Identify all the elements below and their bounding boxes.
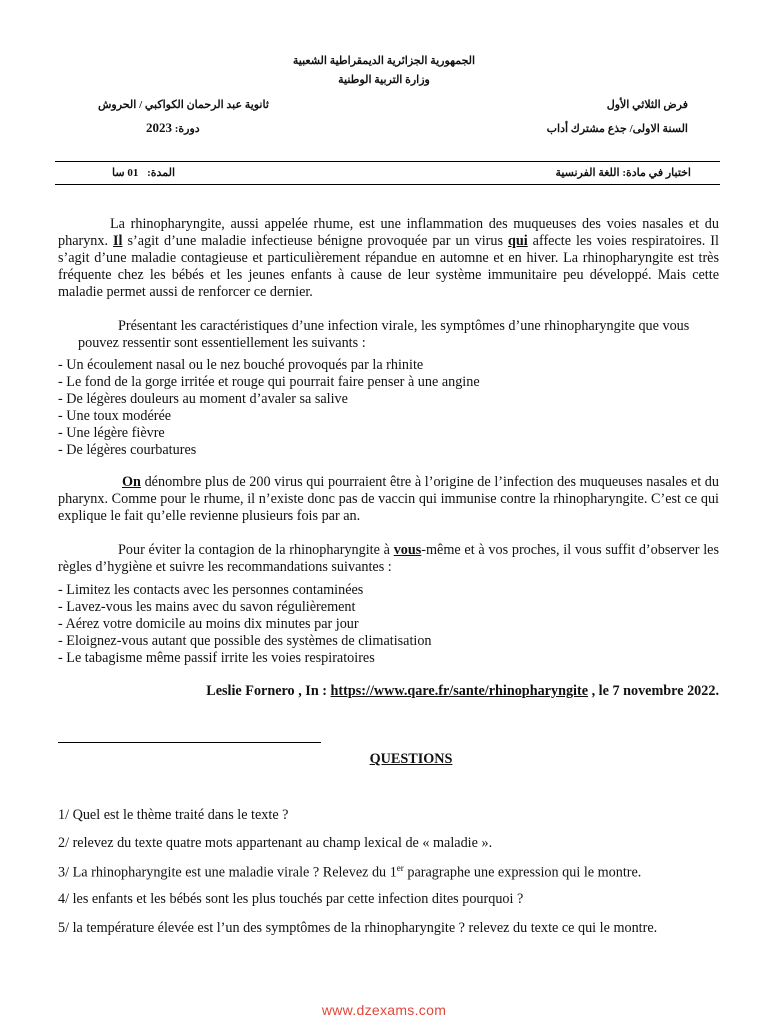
school-name: ثانوية عبد الرحمان الكواكبي / الحروش	[98, 99, 269, 111]
paragraph-1	[58, 216, 719, 301]
p3-text: dénombre plus de 200 virus qui pourraient être à l’origine de l’infection des muqueuses nasales et du pharynx. Comme pour le rhume, il n’existe donc pas de vaccin qui immunise contre la rhinopharyngite. C’est ce qui explique le fait qu’elle revienne plusieurs fois par an.	[58, 474, 719, 524]
class-level: السنة الاولى/ جذع مشترك أداب	[546, 123, 688, 135]
duration	[112, 166, 175, 179]
q3-text-b: paragraphe une expression qui le montre.	[403, 864, 642, 881]
list-item: - Limitez les contacts avec les personnes contaminées	[58, 582, 364, 598]
list-item: - Le fond de la gorge irritée et rouge qui pourrait faire penser à une angine	[58, 374, 480, 390]
session	[146, 120, 200, 136]
list-item: - Une toux modérée	[58, 408, 172, 424]
source-date: , le 7 novembre 2022.	[588, 683, 719, 699]
question-3	[58, 863, 641, 882]
session-label: دورة:	[174, 123, 200, 135]
paragraph-3	[58, 474, 719, 525]
source-citation	[0, 683, 719, 700]
paragraph-2: Présentant les caractéristiques d’une infection virale, les symptômes d’une rhinopharyngite que vous pouvez ressentir sont essentiellement les suivants :	[78, 318, 690, 351]
session-year: 2023	[146, 120, 172, 135]
p1-keyword-qui: qui	[507, 233, 528, 249]
question-4: 4/ les enfants et les bébés sont les plus touchés par cette infection dites pourquoi ?	[58, 891, 524, 907]
questions-title: QUESTIONS	[369, 751, 453, 767]
footer-watermark: www.dzexams.com	[321, 1002, 447, 1018]
duration-value: 01 سا	[112, 167, 139, 179]
header-bottom-rule	[55, 184, 720, 185]
list-item: - Une légère fièvre	[58, 425, 165, 441]
list-item: - De légères courbatures	[58, 442, 197, 458]
source-author: Leslie Fornero , In :	[206, 683, 331, 699]
list-item: - Eloignez-vous autant que possible des systèmes de climatisation	[58, 633, 432, 649]
p1-keyword-il: Il	[113, 233, 123, 249]
ministry-title: وزارة التربية الوطنية	[338, 74, 430, 86]
p1-text-a: La rhinopharyngite, aussi appelée rhume, est une inflammation des muqueuses des voies nasales et du pharynx.	[58, 216, 719, 249]
question-2: 2/ relevez du texte quatre mots appartenant au champ lexical de « maladie ».	[58, 835, 493, 851]
exam-type: فرض الثلاثي الأول	[606, 99, 688, 111]
p4-keyword-vous: vous	[393, 542, 422, 558]
p4-text-b: -même et à vos proches, il vous suffit d’observer les règles d’hygiène et suivre les recommandations suivantes :	[58, 542, 719, 575]
republic-title: الجمهورية الجزائرية الديمقراطية الشعبية	[292, 55, 476, 67]
source-link[interactable]: https://www.qare.fr/sante/rhinopharyngite	[330, 683, 589, 699]
question-1: 1/ Quel est le thème traité dans le texte ?	[58, 807, 289, 823]
recommendations-list	[58, 582, 432, 667]
p1-text-c: affecte les voies respiratoires. Il s’agit d’une maladie contagieuse et particulièrement répandue en automne et en hiver. La rhinopharyngite est très fréquente chez les bébés et les jeunes enfants à cause de leur système immunitaire peu développé. Mais cette maladie permet aussi de renforcer ce dernier.	[58, 233, 719, 300]
separator-line	[58, 742, 321, 743]
list-item: - Aérez votre domicile au moins dix minutes par jour	[58, 616, 359, 632]
list-item: - De légères douleurs au moment d’avaler sa salive	[58, 391, 348, 407]
paragraph-4	[58, 542, 719, 576]
p1-text-b: s’agit d’une maladie infectieuse bénigne provoquée par un virus	[122, 233, 508, 249]
subject-label: اختبار في مادة: اللغة الفرنسية	[555, 167, 691, 179]
question-5: 5/ la température élevée est l’un des symptômes de la rhinopharyngite ? relevez du texte ce qui le montre.	[58, 920, 658, 936]
symptoms-list	[58, 357, 480, 459]
q3-text-a: 3/ La rhinopharyngite est une maladie virale ? Relevez du 1	[58, 864, 397, 881]
p3-keyword-on: On	[122, 474, 141, 490]
duration-label: المدة:	[147, 167, 176, 179]
list-item: - Lavez-vous les mains avec du savon régulièrement	[58, 599, 356, 615]
p4-text-a: Pour éviter la contagion de la rhinopharyngite à	[118, 542, 394, 558]
q3-superscript: er	[396, 863, 404, 873]
list-item: - Le tabagisme même passif irrite les voies respiratoires	[58, 650, 375, 666]
list-item: - Un écoulement nasal ou le nez bouché provoqués par la rhinite	[58, 357, 424, 373]
header-top-rule	[55, 161, 720, 162]
